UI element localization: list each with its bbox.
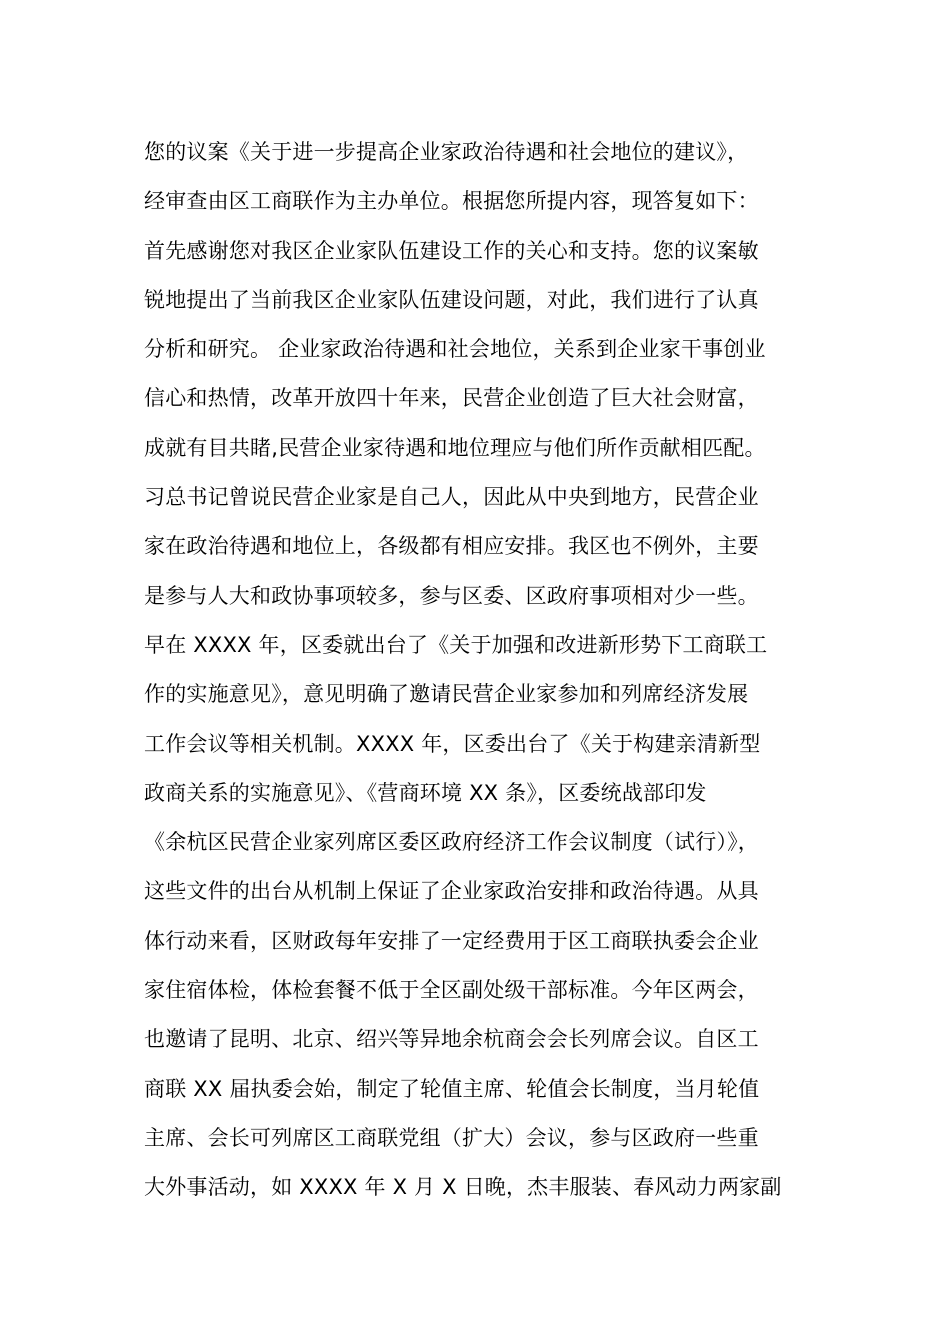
text-line: 《余杭区民营企业家列席区委区政府经济工作会议制度（试行）》， [144, 830, 759, 855]
text-line: 您的议案《关于进一步提高企业家政治待遇和社会地位的建议》， [144, 140, 749, 164]
text-line: 政商关系的实施意见》、《营商环境 XX 条》，区委统战部印发 [144, 780, 707, 805]
text-line: 主席、会长可列席区工商联党组（扩大）会议，参与区政府一些重 [144, 1125, 759, 1150]
text-line: 作的实施意见》，意见明确了邀请民营企业家参加和列席经济发展 [144, 682, 749, 707]
text-line: 家在政治待遇和地位上，各级都有相应安排。我区也不例外，主要 [144, 534, 759, 559]
text-line: 也邀请了昆明、北京、绍兴等异地余杭商会会长列席会议。自区工 [144, 1027, 759, 1052]
text-line: 习总书记曾说民营企业家是自己人，因此从中央到地方，民营企业 [144, 485, 759, 510]
text-line: 早在 XXXX 年，区委就出台了《关于加强和改进新形势下工商联工 [144, 632, 768, 657]
text-line: 信心和热情，改革开放四十年来，民营企业创造了巨大社会财富， [144, 386, 759, 411]
text-line: 家住宿体检，体检套餐不低于全区副处级干部标准。今年区两会， [144, 978, 759, 1003]
text-line: 经审查由区工商联作为主办单位。根据您所提内容，现答复如下： [144, 189, 759, 214]
text-line: 分析和研究。 企业家政治待遇和社会地位，关系到企业家干事创业 [144, 337, 766, 362]
text-line: 是参与人大和政协事项较多，参与区委、区政府事项相对少一些。 [144, 583, 759, 608]
body-text [144, 128, 844, 1213]
text-line: 体行动来看，区财政每年安排了一定经费用于区工商联执委会企业 [144, 928, 759, 953]
text-line: 工作会议等相关机制。XXXX 年，区委出台了《关于构建亲清新型 [144, 731, 761, 756]
text-line: 这些文件的出台从机制上保证了企业家政治安排和政治待遇。从具 [144, 879, 759, 904]
text-line: 成就有目共睹,民营企业家待遇和地位理应与他们所作贡献相匹配。 [144, 435, 766, 460]
text-line: 锐地提出了当前我区企业家队伍建设问题，对此，我们进行了认真 [144, 287, 759, 312]
text-line: 大外事活动，如 XXXX 年 X 月 X 日晚，杰丰服装、春风动力两家副 [144, 1175, 782, 1200]
text-line: 首先感谢您对我区企业家队伍建设工作的关心和支持。您的议案敏 [144, 238, 759, 263]
text-line: 商联 XX 届执委会始，制定了轮值主席、轮值会长制度，当月轮值 [144, 1076, 760, 1101]
